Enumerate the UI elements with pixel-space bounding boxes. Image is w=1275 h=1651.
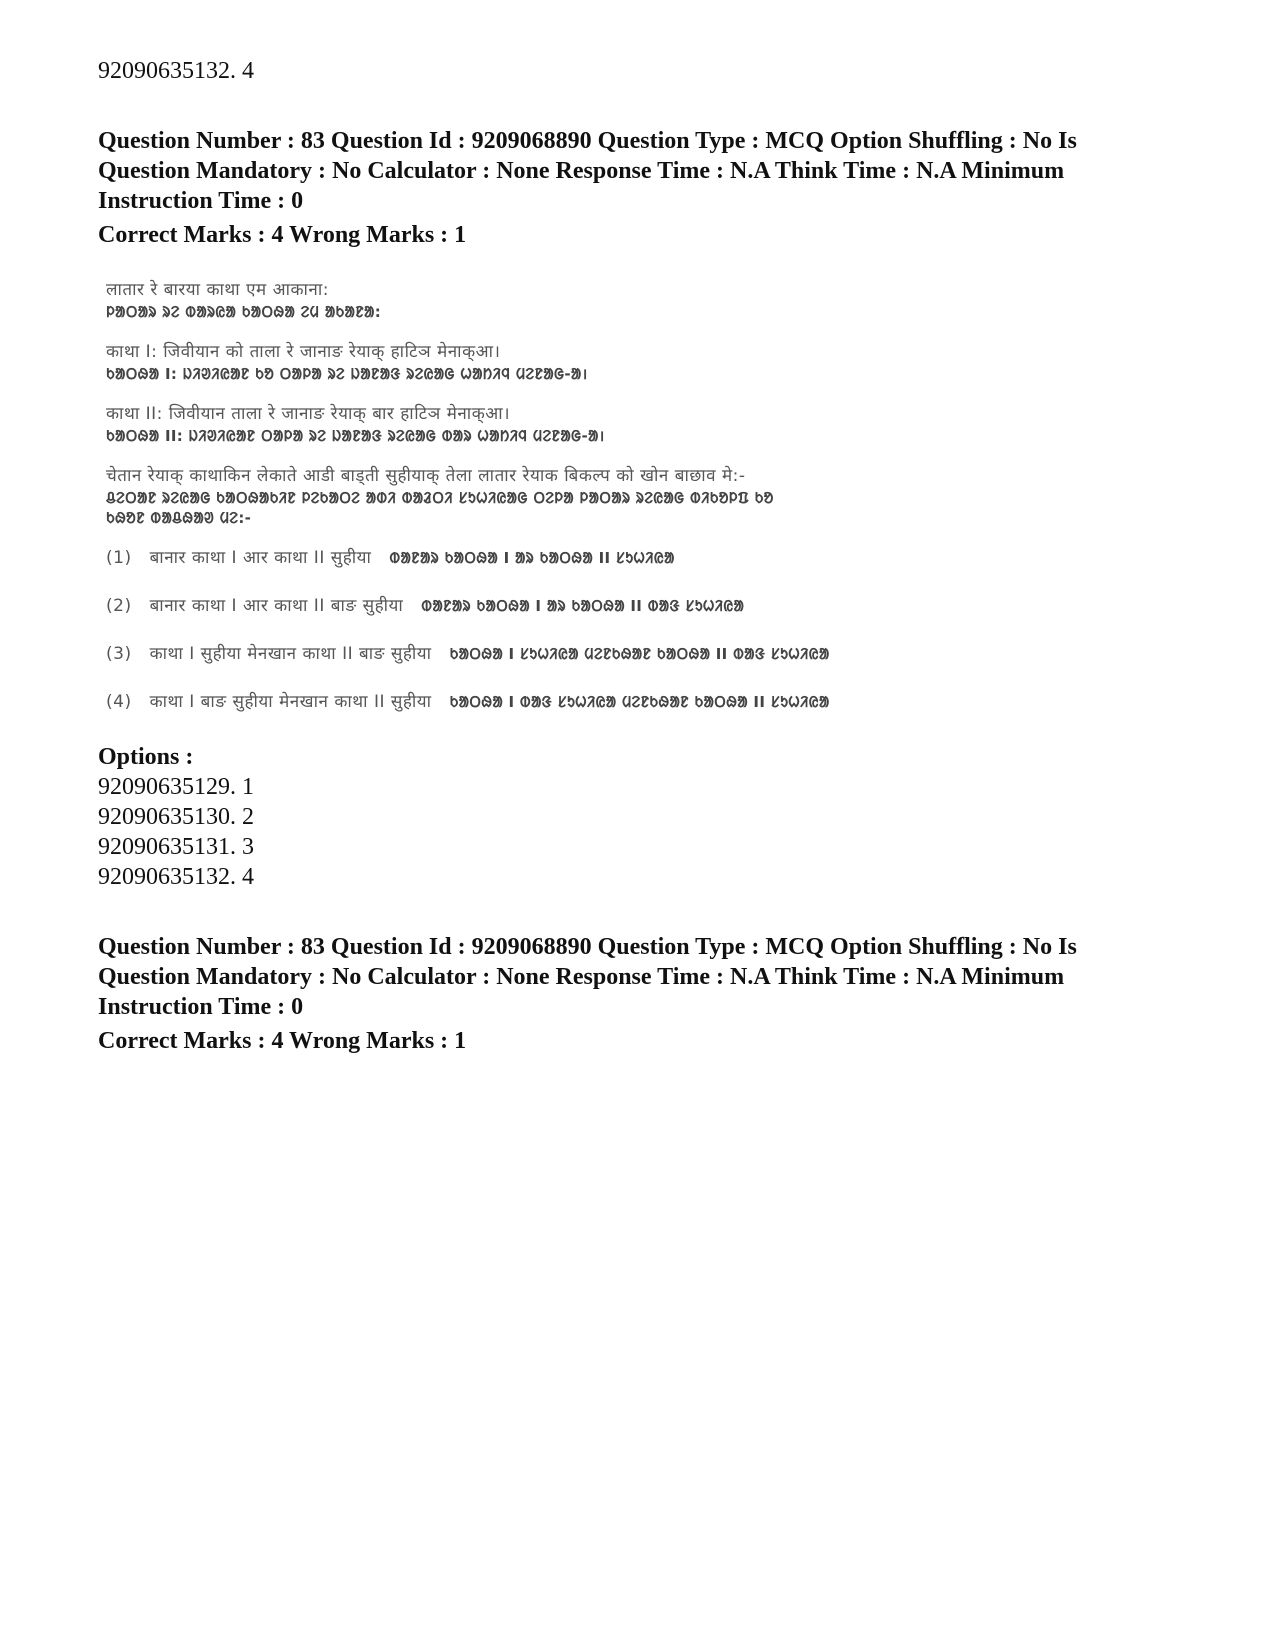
image-option-2 <box>106 594 966 618</box>
image-option-4-number: (4) <box>106 692 132 712</box>
statement-1 <box>106 340 966 384</box>
question-header <box>98 126 1178 250</box>
image-option-3-olchiki: ᱠᱟᱛᱷᱟ I ᱥᱩᱦᱤᱭᱟ ᱢᱮᱱᱠᱷᱟᱱ ᱠᱟᱛᱷᱟ II ᱵᱟᱝ ᱥᱩᱦᱤᱭᱟ <box>449 645 830 663</box>
next-question-header-line1: Question Number : 83 Question Id : 9209068890 Question Type : MCQ Option Shuffling : No Is <box>98 934 1077 960</box>
prompt-olchiki-line1: ᱪᱮᱛᱟᱱ ᱨᱮᱭᱟᱜ ᱠᱟᱛᱷᱟᱠᱤᱱ ᱞᱮᱠᱟᱛᱮ ᱟᱰᱤ ᱵᱟᱲᱛᱤ ᱥᱩᱦᱤᱭᱟᱜ ᱛᱮᱞᱟ ᱞᱟᱛᱟᱨ ᱨᱮᱭᱟᱜ ᱵᱤᱠᱚᱞᱯ ᱠᱚ <box>106 489 774 507</box>
image-option-3-devanagari: काथा I सुहीया मेनखान काथा II बाङ सुहीया <box>149 644 432 664</box>
image-option-4-olchiki: ᱠᱟᱛᱷᱟ I ᱵᱟᱝ ᱥᱩᱦᱤᱭᱟ ᱢᱮᱱᱠᱷᱟᱱ ᱠᱟᱛᱷᱟ II ᱥᱩᱦᱤᱭᱟ <box>449 693 830 711</box>
image-option-1-number: (1) <box>106 548 132 568</box>
image-option-3-number: (3) <box>106 644 132 664</box>
next-question-header-line2: Question Mandatory : No Calculator : None Response Time : N.A Think Time : N.A Minimum <box>98 964 1065 990</box>
image-option-4-devanagari: काथा I बाङ सुहीया मेनखान काथा II सुहीया <box>149 692 432 712</box>
image-option-1-devanagari: बानार काथा I आर काथा II सुहीया <box>149 548 372 568</box>
image-option-3 <box>106 642 966 666</box>
statement-2 <box>106 402 966 446</box>
image-option-2-number: (2) <box>106 596 132 616</box>
document-page <box>98 56 1178 1056</box>
options-label: Options : <box>98 744 194 770</box>
image-option-2-devanagari: बानार काथा I आर काथा II बाङ सुहीया <box>149 596 404 616</box>
next-question-marks: Correct Marks : 4 Wrong Marks : 1 <box>98 1028 467 1054</box>
next-question-header-line3: Instruction Time : 0 <box>98 994 304 1020</box>
option-2: 92090635130. 2 <box>98 804 254 830</box>
intro-devanagari: लातार रे बारया काथा एम आकाना: <box>106 280 329 300</box>
intro-olchiki: ᱞᱟᱛᱟᱨ ᱨᱮ ᱵᱟᱨᱭᱟ ᱠᱟᱛᱷᱟ ᱮᱢ ᱟᱠᱟᱱᱟ: <box>106 303 382 321</box>
question-marks: Correct Marks : 4 Wrong Marks : 1 <box>98 222 467 248</box>
statement-1-devanagari: काथा I: जिवीयान को ताला रे जानाङ रेयाक् हाटिञ मेनाक्आ। <box>106 342 501 362</box>
image-option-2-olchiki: ᱵᱟᱱᱟᱨ ᱠᱟᱛᱷᱟ I ᱟᱨ ᱠᱟᱛᱷᱟ II ᱵᱟᱝ ᱥᱩᱦᱤᱭᱟ <box>421 597 745 615</box>
image-option-1 <box>106 546 966 570</box>
question-header-line3: Instruction Time : 0 <box>98 188 304 214</box>
previous-option-text: 92090635132. 4 <box>98 58 254 84</box>
question-header-line2: Question Mandatory : No Calculator : None Response Time : N.A Think Time : N.A Minimum <box>98 158 1065 184</box>
options-section <box>98 742 1178 892</box>
statement-2-olchiki: ᱠᱟᱛᱷᱟ II: ᱡᱤᱣᱤᱭᱟᱱ ᱛᱟᱞᱟ ᱨᱮ ᱡᱟᱱᱟᱝ ᱨᱮᱭᱟᱜ ᱵᱟᱨ ᱦᱟᱴᱤᱧ ᱢᱮᱱᱟᱜ-ᱟ। <box>106 427 605 445</box>
option-3: 92090635131. 3 <box>98 834 254 860</box>
prompt-devanagari: चेतान रेयाक् काथाकिन लेकाते आडी बाड्ती सुहीयाक् तेला लातार रेयाक बिकल्प को खोन बाछाव मे:- <box>106 466 746 486</box>
image-option-4 <box>106 690 966 714</box>
next-question-header <box>98 932 1178 1056</box>
option-4: 92090635132. 4 <box>98 864 254 890</box>
option-1: 92090635129. 1 <box>98 774 254 800</box>
question-image <box>106 278 966 714</box>
statement-1-olchiki: ᱠᱟᱛᱷᱟ I: ᱡᱤᱣᱤᱭᱟᱱ ᱠᱚ ᱛᱟᱞᱟ ᱨᱮ ᱡᱟᱱᱟᱝ ᱨᱮᱭᱟᱜ ᱦᱟᱴᱤᱧ ᱢᱮᱱᱟᱜ-ᱟ। <box>106 365 588 383</box>
statement-2-devanagari: काथा II: जिवीयान ताला रे जानाङ रेयाक् बार हाटिञ मेनाक्आ। <box>106 404 511 424</box>
question-header-line1: Question Number : 83 Question Id : 9209068890 Question Type : MCQ Option Shuffling : No Is <box>98 128 1077 154</box>
prompt-olchiki-line2: ᱠᱷᱚᱱ ᱵᱟᱪᱷᱟᱣ ᱢᱮ:- <box>106 509 252 527</box>
question-prompt <box>106 464 966 528</box>
question-intro <box>106 278 966 322</box>
image-option-1-olchiki: ᱵᱟᱱᱟᱨ ᱠᱟᱛᱷᱟ I ᱟᱨ ᱠᱟᱛᱷᱟ II ᱥᱩᱦᱤᱭᱟ <box>389 549 675 567</box>
